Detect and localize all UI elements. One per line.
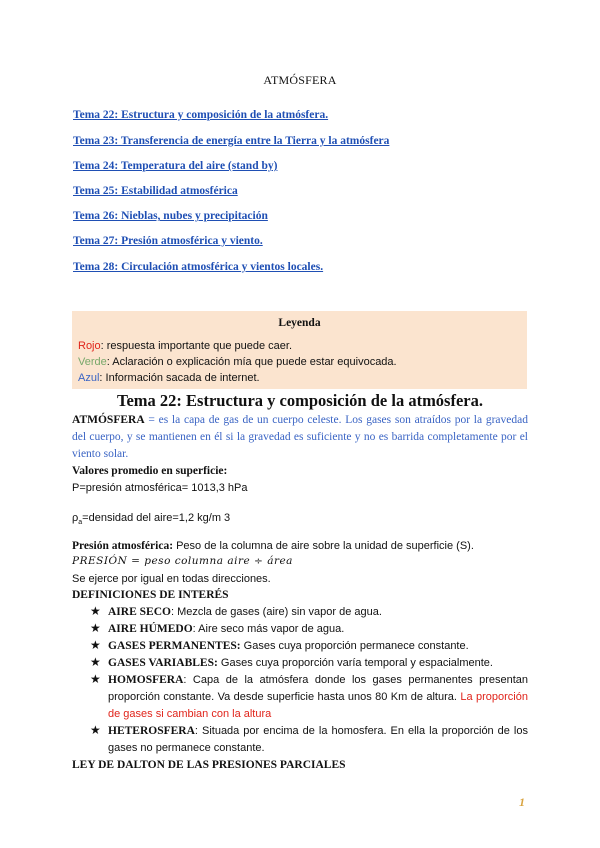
presion-term: Presión atmosférica: [72,540,174,552]
legend-box [72,311,527,389]
star-bullet-icon: ★ [90,723,101,737]
definition-item [108,638,528,655]
legend-blue [78,372,260,384]
toc-link-tema-26[interactable]: Tema 26: Nieblas, nubes y precipitación [73,210,268,222]
atmosfera-definition [72,412,528,463]
legend-blue-key: Azul [78,372,100,384]
toc-link-tema-22[interactable]: Tema 22: Estructura y composición de la atmósfera. [73,109,329,121]
definition-term: HETEROSFERA [108,725,195,737]
legend-red-key: Rojo [78,340,101,352]
definition-term: GASES PERMANENTES: [108,640,241,652]
legend-green-key: Verde [78,356,107,368]
presion-text: Peso de la columna de aire sobre la unidad de superficie (S). [173,540,474,552]
definition-item [108,672,528,723]
legend-red [78,340,292,352]
density-text: =densidad del aire=1,2 kg/m 3 [82,512,231,524]
star-bullet-icon: ★ [90,672,101,686]
legend-title: Leyenda [278,317,321,329]
document-title: ATMÓSFERA [263,73,337,87]
definition-text: : Situada por encima de la homosfera. En ella la proporción de los gases no permanece constante. [108,725,528,754]
definition-term: HOMOSFERA [108,674,184,686]
toc-link-tema-25[interactable]: Tema 25: Estabilidad atmosférica [73,185,238,197]
definition-item [108,621,528,638]
definition-text: : Aire seco más vapor de agua. [192,623,345,635]
star-bullet-icon: ★ [90,604,101,618]
definition-text: Gases cuya proporción varía temporal y espacialmente. [217,657,493,669]
legend-green [78,356,397,368]
page-number: 1 [519,795,525,809]
toc-link-tema-28[interactable]: Tema 28: Circulación atmosférica y vientos locales. [73,261,324,273]
density-value [72,510,230,531]
atmosfera-term: ATMÓSFERA [72,414,145,426]
toc-link-tema-27[interactable]: Tema 27: Presión atmosférica y viento. [73,235,263,247]
pressure-value: P=presión atmosférica= 1013,3 hPa [72,482,248,494]
definiciones-heading: DEFINICIONES DE INTERÉS [72,589,229,601]
toc-link-tema-24[interactable]: Tema 24: Temperatura del aire (stand by) [73,160,278,172]
definition-text: : Mezcla de gases (aire) sin vapor de agua. [170,606,382,618]
definition-term: AIRE SECO [108,606,171,618]
ley-dalton-heading: LEY DE DALTON DE LAS PRESIONES PARCIALES [72,759,346,771]
definition-red-note: La proporción de gases si cambian con la altura [108,691,528,720]
legend-blue-desc: : Información sacada de internet. [99,372,260,384]
star-bullet-icon: ★ [90,621,101,635]
definition-text: Gases cuya proporción permanece constante. [240,640,469,652]
definition-item [108,723,528,757]
legend-red-desc: : respuesta importante que puede caer. [100,340,293,352]
star-bullet-icon: ★ [90,655,101,669]
presion-note: Se ejerce por igual en todas direcciones. [72,573,271,585]
valores-heading: Valores promedio en superficie: [72,465,228,477]
density-subscript: a [78,519,83,527]
definition-term: AIRE HÚMEDO [108,623,193,635]
presion-definition [72,538,474,555]
definition-term: GASES VARIABLES: [108,657,218,669]
legend-green-desc: : Aclaración o explicación mía que puede estar equivocada. [106,356,397,368]
section-heading: Tema 22: Estructura y composición de la atmósfera. [116,391,483,410]
definition-text: : Capa de la atmósfera donde los gases permanentes presentan proporción constante. Va desde superficie hasta unos 80 Km de altura. [108,674,528,703]
toc-link-tema-23[interactable]: Tema 23: Transferencia de energía entre la Tierra y la atmósfera [73,135,390,147]
star-bullet-icon: ★ [90,638,101,652]
pressure-formula: PRESIÓN = peso columna aire ÷ área [72,555,293,567]
atmosfera-text: = es la capa de gas de un cuerpo celeste. Los gases son atraídos por la gravedad del cuerpo, y se mantienen en él si la gravedad es suficiente y no es barrida completamente por el viento solar. [72,414,528,460]
definition-item [108,604,528,621]
density-symbol: ρ [72,512,79,524]
definition-item [108,655,528,672]
